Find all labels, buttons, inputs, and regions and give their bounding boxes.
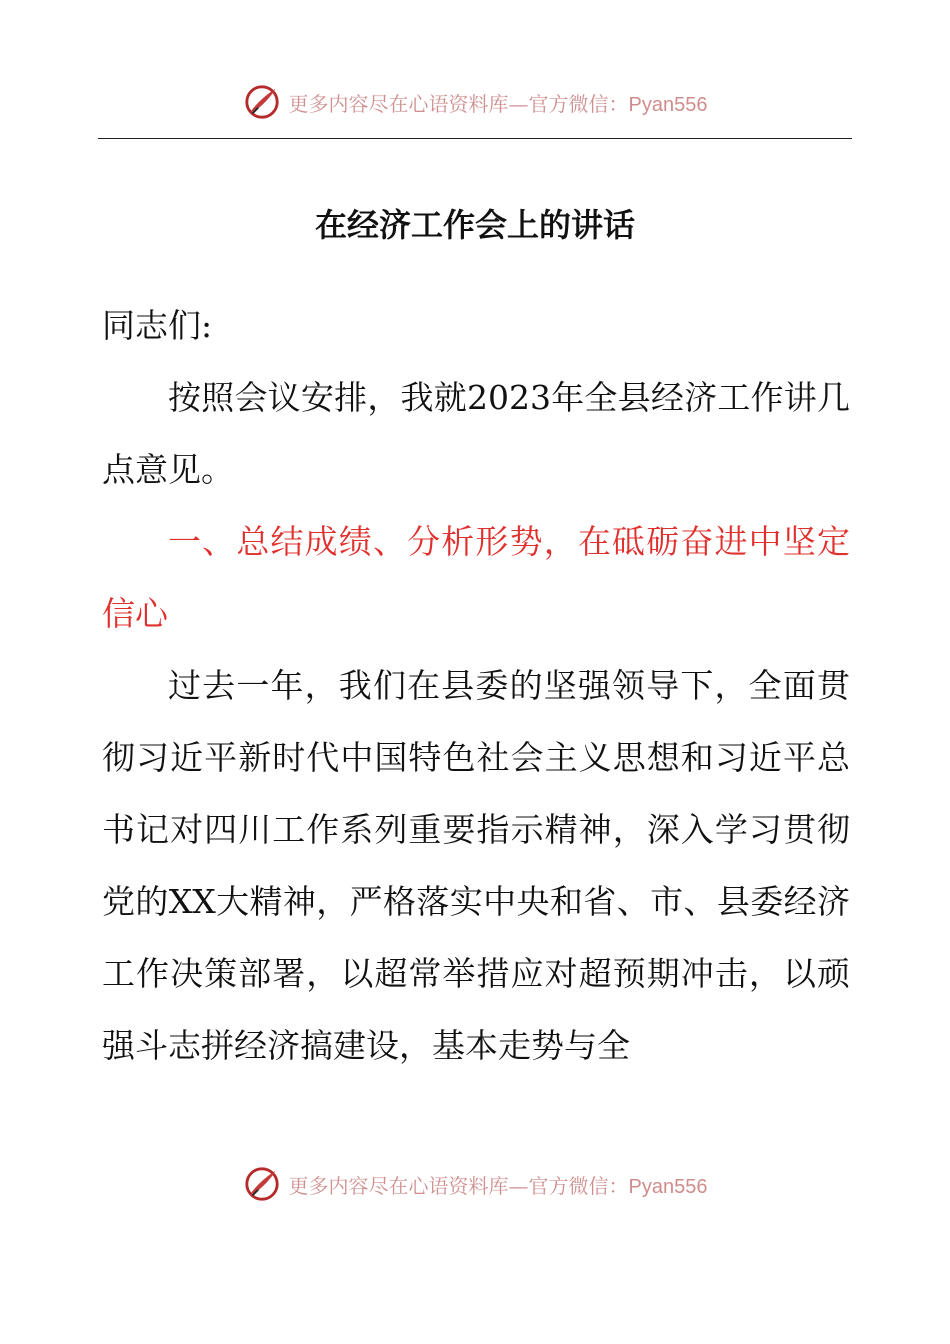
- header-divider: [98, 138, 852, 139]
- quill-logo-icon: [243, 83, 281, 121]
- section-heading: 一、总结成绩、分析形势，在砥砺奋进中坚定信心: [102, 522, 850, 633]
- banner-text: 更多内容尽在心语资料库—官方微信：Pyan556: [288, 1173, 708, 1198]
- intro-paragraph: 按照会议安排，我就2023年全县经济工作讲几点意见。: [102, 378, 850, 489]
- document-title: 在经济工作会上的讲话: [314, 206, 635, 244]
- quill-logo-icon: [243, 1165, 281, 1203]
- section-paragraph: 过去一年，我们在县委的坚强领导下，全面贯彻习近平新时代中国特色社会主义思想和习近平总书记对四川工作系列重要指示精神，深入学习贯彻党的XX大精神，严格落实中央和省、市、县委经济工作决策部署，以超常举措应对超预期冲击，以顽强斗志拼经济搞建设，基本走势与全: [102, 666, 850, 1065]
- document-body: [102, 290, 850, 1082]
- salutation: 同志们:: [102, 306, 213, 345]
- banner-text: 更多内容尽在心语资料库—官方微信：Pyan556: [288, 91, 708, 116]
- header-banner: [0, 80, 950, 124]
- footer-banner: [0, 1162, 950, 1206]
